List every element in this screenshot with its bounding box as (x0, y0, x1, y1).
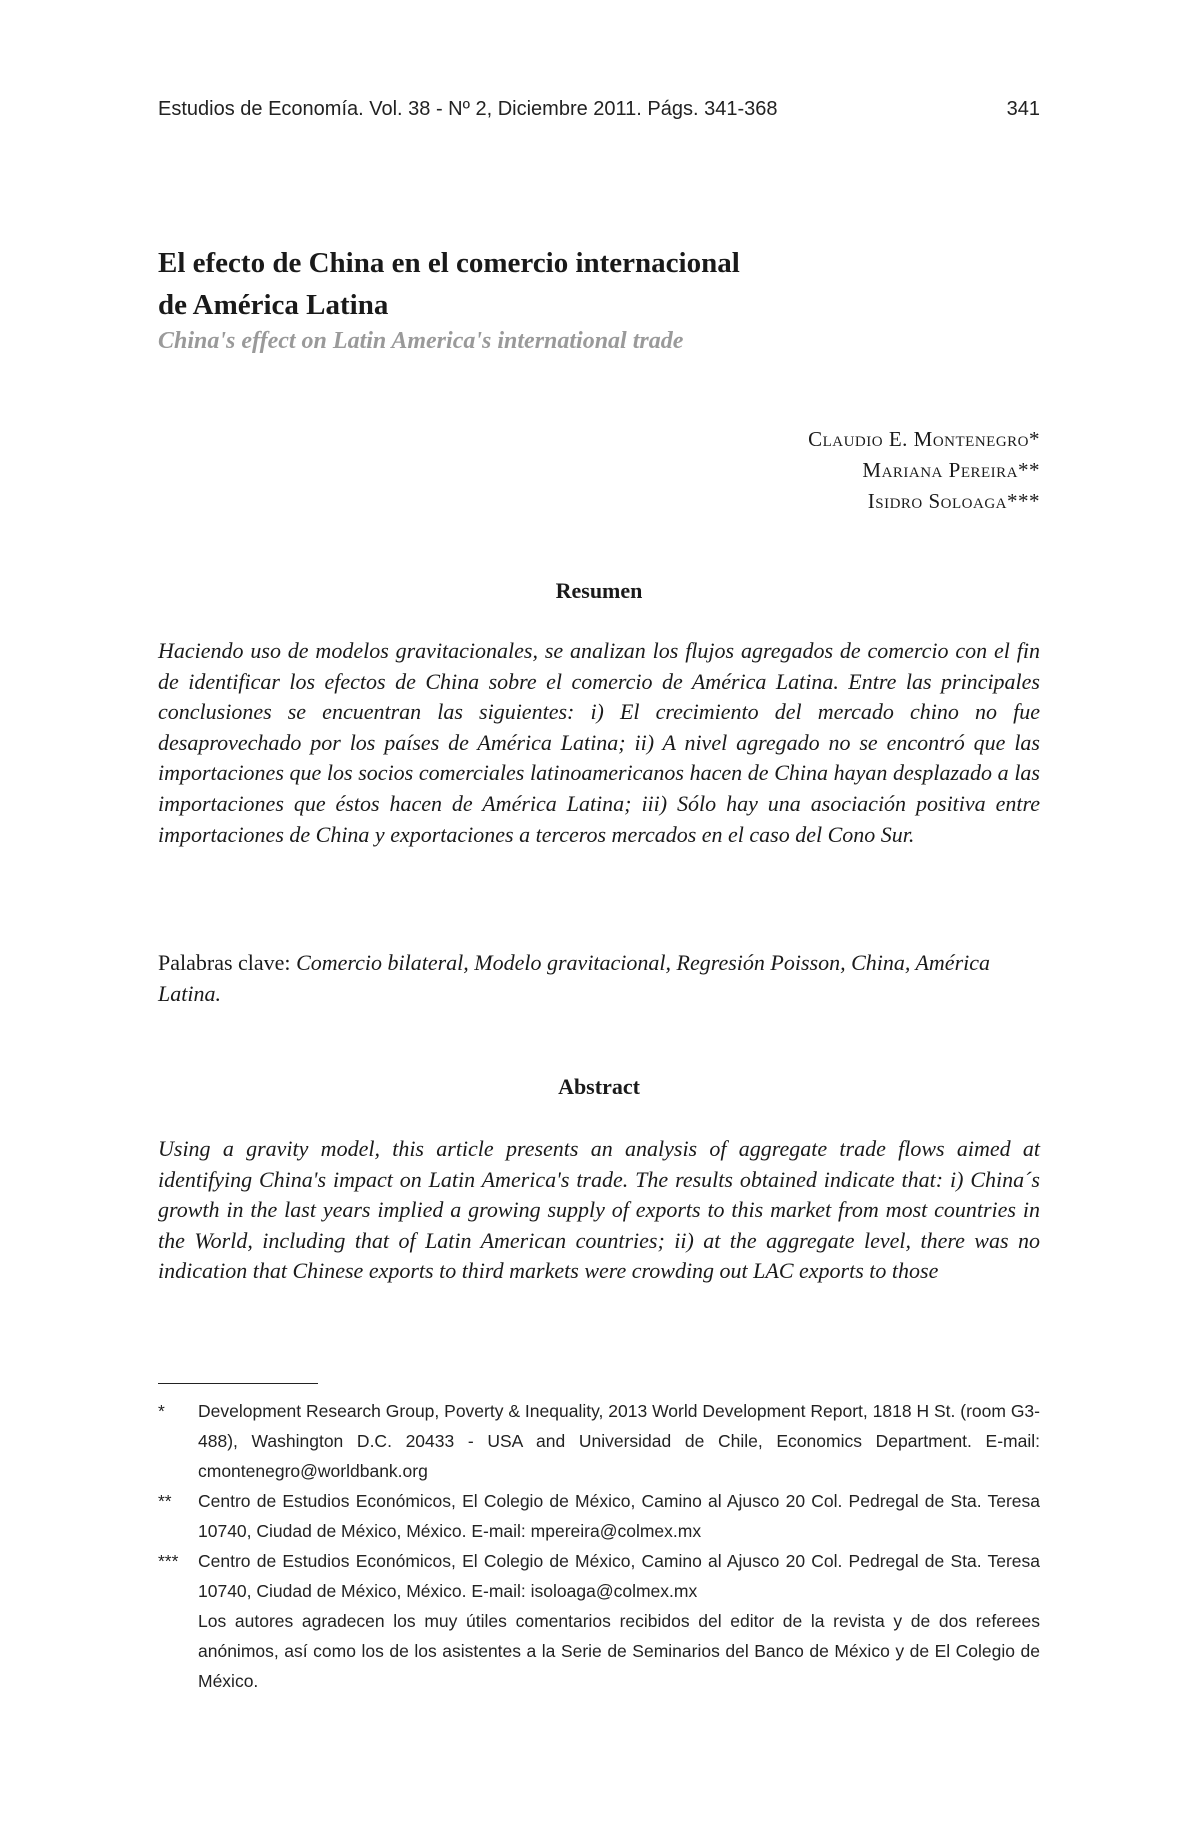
resumen-text: Haciendo uso de modelos gravitacionales, se analizan los flujos agregados de comercio con el fin de identificar los efectos de China sobre el comercio de América Latina. Entre las principales conclusiones se encuentran las siguientes: i) El crecimiento del mercado chino no fue desaprovechado por los países de América Latina; ii) A nivel agregado no se encontró que las importaciones que los socios comerciales latinoamericanos hacen de China hayan desplazado a las importaciones que éstos hacen de América Latina; iii) Sólo hay una asociación positiva entre importaciones de China y exportaciones a terceros mercados en el caso del Cono Sur. (158, 638, 1040, 847)
footnotes (158, 1396, 1040, 1696)
resumen-heading: Resumen (555, 578, 643, 603)
acknowledgment: Los autores agradecen los muy útiles comentarios recibidos del editor de la revista y de dos referees anónimos, así como los de los asistentes a la Serie de Seminarios del Banco de México y de El Colegio de México. (198, 1611, 1040, 1691)
footnote (158, 1396, 1040, 1486)
article-subtitle: China's effect on Latin America's international trade (158, 328, 684, 354)
footnote (158, 1486, 1040, 1546)
footnote-text: Development Research Group, Poverty & Inequality, 2013 World Development Report, 1818 H St. (room G3-488), Washington D.C. 20433 - USA and Universidad de Chile, Economics Department. E-mail: cmontenegro@worldbank.org (198, 1401, 1040, 1481)
footnote-text: Centro de Estudios Económicos, El Colegio de México, Camino al Ajusco 20 Col. Pedregal de Sta. Teresa 10740, Ciudad de México, México. E-mail: mpereira@colmex.mx (198, 1491, 1040, 1541)
footnote-text: Centro de Estudios Económicos, El Colegio de México, Camino al Ajusco 20 Col. Pedregal de Sta. Teresa 10740, Ciudad de México, México. E-mail: isoloaga@colmex.mx (198, 1551, 1040, 1601)
title-line-1: El efecto de China en el comercio internacional (158, 247, 740, 279)
page-number: 341 (1006, 98, 1040, 120)
author-list (600, 424, 1040, 517)
footnote (158, 1546, 1040, 1606)
footnote-mark: ** (158, 1491, 172, 1511)
keywords (158, 947, 1040, 1009)
running-header (158, 98, 1040, 121)
author-name: Claudio E. Montenegro* (808, 427, 1040, 451)
abstract-heading: Abstract (558, 1074, 640, 1099)
author-name: Mariana Pereira** (862, 458, 1040, 482)
keywords-label: Palabras clave: (158, 950, 291, 975)
footnote-mark: * (158, 1401, 165, 1421)
title-line-2: de América Latina (158, 289, 389, 321)
keywords-list: Comercio bilateral, Modelo gravitacional, Regresión Poisson, China, América Latina. (158, 950, 991, 1006)
footnote-rule (158, 1383, 318, 1384)
author-name: Isidro Soloaga*** (867, 489, 1040, 513)
journal-citation: Estudios de Economía. Vol. 38 - Nº 2, Diciembre 2011. Págs. 341-368 (158, 98, 778, 120)
footnote-mark: *** (158, 1551, 179, 1571)
article-title (158, 242, 1040, 326)
abstract-text: Using a gravity model, this article presents an analysis of aggregate trade flows aimed at identifying China's impact on Latin America's trade. The results obtained indicate that: i) China´s growth in the last years implied a growing supply of exports to this market from most countries in the World, including that of Latin American countries; ii) at the aggregate level, there was no indication that Chinese exports to third markets were crowding out LAC exports to those (158, 1136, 1040, 1284)
